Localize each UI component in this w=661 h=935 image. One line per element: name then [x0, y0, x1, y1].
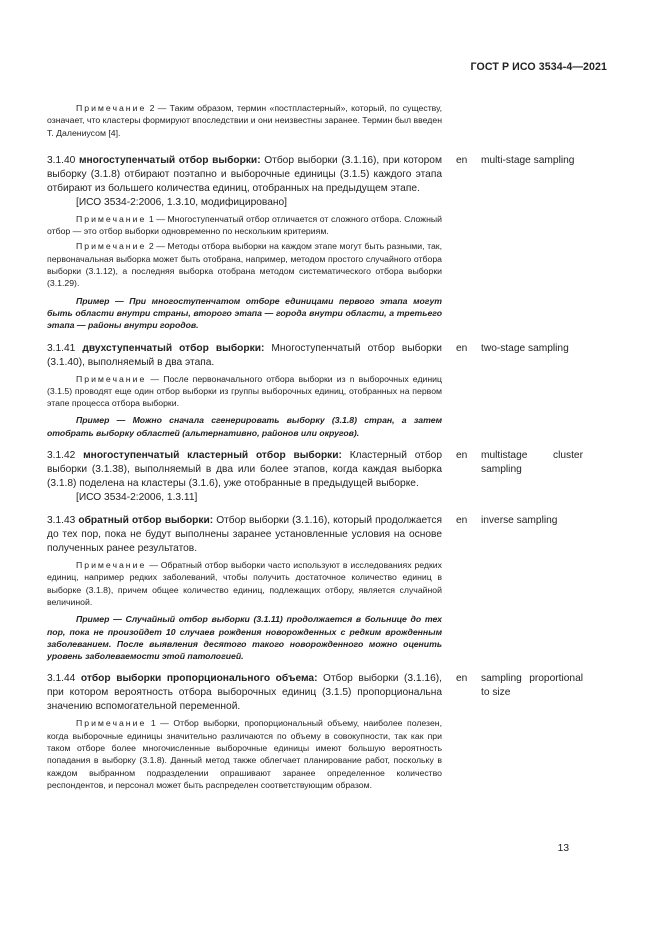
language-code: en — [456, 154, 468, 166]
note-label: Примечание — [76, 241, 147, 252]
definition: Многоступенчатый отбор выборки (3.1.40), выполняемый в два этапа. — [47, 342, 442, 368]
term-en: two-stage sampling — [481, 342, 569, 354]
definition: Кластерный отбор выборки (3.1.38), выполняемый в два или более этапов, когда каждая выборка (3.1.8) поделена на кластеры (3.1.6), уже отобранные в предыдущей выборке. — [47, 450, 442, 490]
term-entry-3-1-41 — [47, 342, 583, 442]
example: Пример — При многоступенчатом отборе единицами первого этапа могут быть области внутри страны, второго этапа — города внутри области, а третьего этапа — районы внутри городов. — [47, 295, 442, 331]
term-entry-3-1-42 — [47, 449, 583, 507]
term-en: multistage cluster sampling — [481, 450, 583, 476]
language-code: en — [456, 673, 468, 685]
entry-number: 3.1.42 — [47, 450, 76, 462]
term-ru: обратный отбор выборки: — [78, 515, 214, 527]
term-ru: многоступенчатый кластерный отбор выборки: — [83, 450, 342, 462]
definition: Отбор выборки (3.1.16), при котором вероятность отбора выборочных единиц (3.1.5) пропорциональна значению вспомогательной переменной. — [47, 673, 442, 713]
example: Пример — Случайный отбор выборки (3.1.11) продолжается в больнице до тех пор, пока не произойдет 10 случаев рождения новорожденных с редким врожденным заболеванием. После выявления десятого такого новорожденного можно оценить уровень заболеваемости этой патологией. — [47, 614, 442, 662]
page-content — [47, 99, 583, 801]
term-en: inverse sampling — [481, 515, 558, 527]
term-ru: отбор выборки пропорционального объема: — [80, 673, 318, 685]
term-ru: многоступенчатый отбор выборки: — [78, 154, 261, 166]
note — [47, 373, 442, 410]
note-label: Примечание — [76, 373, 147, 384]
term-en: multi-stage sampling — [481, 154, 575, 166]
entry-number: 3.1.40 — [47, 154, 76, 166]
definition: Отбор выборки (3.1.16), при котором выборку (3.1.8) отбирают поэтапно и выборочные единицы (3.1.5) каждого этапа отбирают из большего количества единиц, отобранных на предыдущем этапе. — [47, 154, 442, 194]
note — [47, 559, 442, 608]
entry-number: 3.1.41 — [47, 342, 76, 354]
term-entry-3-1-40 — [47, 154, 583, 335]
note-label: Примечание — [76, 560, 147, 571]
note-text: 1 — Отбор выборки, пропорциональный объему, наиболее полезен, когда выборочные единицы значительно различаются по объему в совокупности, так как при таком отборе более многочисленные выборочные единицы имеют большую вероятность попадания в выборку (3.1.8). Данный метод также облегчает планирование работ, поскольку в каждом выбранном подразделении опрашивают заранее определенное количество респондентов, и персонал может быть распределен соответствующим образом. — [47, 718, 442, 790]
term-ru: двухступенчатый отбор выборки: — [82, 342, 265, 354]
language-code: en — [456, 515, 468, 527]
term-entry-3-1-43 — [47, 514, 583, 665]
note-label: Примечание — [76, 213, 147, 224]
note-text: — После первоначального отбора выборки из n выборочных единиц (3.1.5) проводят еще один отбор выборки из группы выборочных единиц, отобранных на первом этапе процесса отбора выборки. — [47, 373, 442, 409]
intro-note-row — [47, 99, 583, 142]
example: Пример — Можно сначала сгенерировать выборку (3.1.8) стран, а затем отобрать выборку областей (альтернативно, районов или округов). — [47, 415, 442, 438]
note-text: 2 — Таким образом, термин «постпластерный», который, по существу, означает, что кластеры формируют впоследствии и они неизвестны заранее. Термин был введен Т. Далениусом [4]. — [47, 103, 442, 138]
note — [47, 717, 442, 791]
source-reference: [ИСО 3534-2:2006, 1.3.10, модифицировано] — [76, 196, 287, 208]
note-label: Примечание — [76, 103, 147, 113]
intro-note — [47, 102, 442, 139]
term-entry-3-1-44 — [47, 672, 583, 794]
language-code: en — [456, 450, 468, 462]
source-reference: [ИСО 3534-2:2006, 1.3.11] — [76, 492, 198, 504]
note — [47, 213, 442, 238]
document-header: ГОСТ Р ИСО 3534-4—2021 — [470, 61, 607, 73]
entry-number: 3.1.43 — [47, 515, 76, 527]
note-label: Примечание — [76, 718, 147, 729]
note-text: 2 — Методы отбора выборки на каждом этапе могут быть разными, так, первоначальная выборка может быть отобрана, например, методом простого случайного отбора выборки (3.1.12), а последняя выборка отобрана методом систематического отбора выборки (3.1.29). — [47, 241, 442, 289]
entry-number: 3.1.44 — [47, 673, 76, 685]
note — [47, 240, 442, 289]
definition: Отбор выборки (3.1.16), который продолжается до тех пор, пока не будут выполнены заранее установленные условия на основе полученных ранее результатов. — [47, 515, 442, 555]
language-code: en — [456, 342, 468, 354]
term-en: sampling proportional to size — [481, 673, 583, 699]
page-number: 13 — [557, 843, 569, 854]
note-text: 1 — Многоступенчатый отбор отличается от сложного отбора. Сложный отбор — это отбор выборки одновременно по нескольким критериям. — [47, 213, 442, 237]
note-text: — Обратный отбор выборки часто используют в исследованиях редких единиц, например редких заболеваний, чтобы получить достаточное количество единиц в выборке (3.1.8), причем общее количество единиц, подлежащих отбору, является случайной величиной. — [47, 560, 442, 607]
